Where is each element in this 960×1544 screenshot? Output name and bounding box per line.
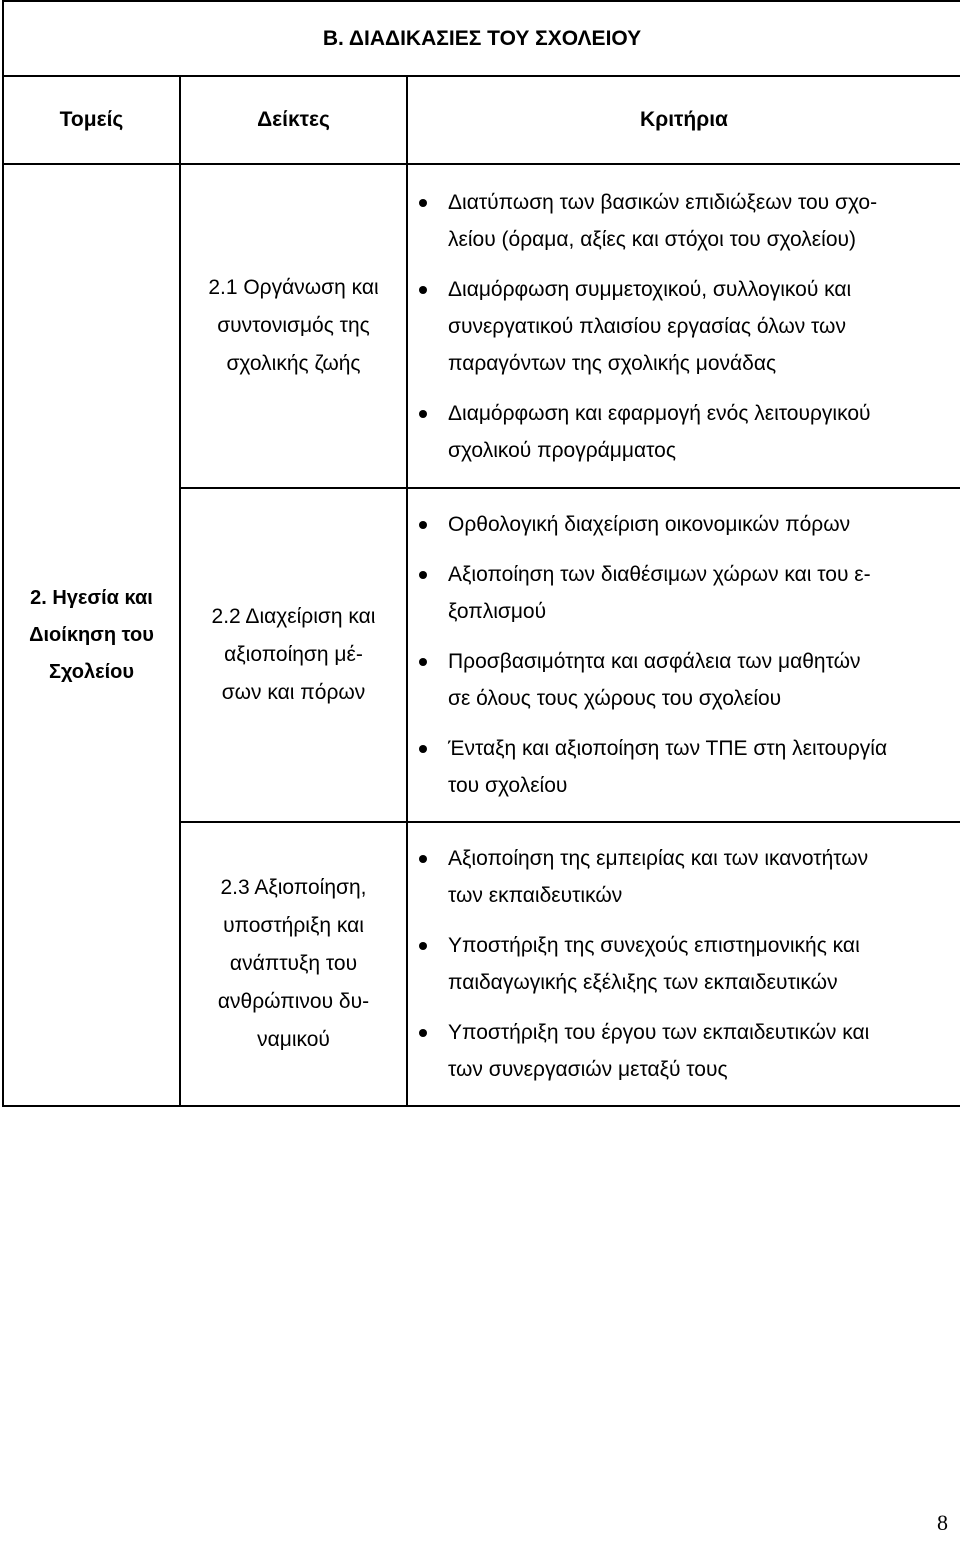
indicator-line: 2.2 Διαχείριση και xyxy=(211,605,376,628)
criteria-item xyxy=(408,184,954,258)
bullet-icon xyxy=(419,855,427,863)
criteria-line: Διατύπωση των βασικών επιδιώξεων του σχο- xyxy=(448,190,878,214)
indicator-cell xyxy=(180,822,407,1106)
criteria-table xyxy=(2,0,960,1107)
criteria-line: των συνεργασιών μεταξύ τους xyxy=(448,1058,728,1081)
criteria-line: Αξιοποίηση των διαθέσιμων χώρων και του ε- xyxy=(448,563,871,586)
criteria-item xyxy=(408,556,954,630)
criteria-item xyxy=(408,643,954,717)
criteria-list xyxy=(408,184,960,469)
criteria-item xyxy=(408,927,954,1001)
indicator-line: σχολικής ζωής xyxy=(226,352,361,375)
criteria-item xyxy=(408,730,954,804)
indicator-row-2-1 xyxy=(3,164,960,488)
bullet-icon xyxy=(419,745,427,753)
criteria-line: Διαμόρφωση συμμετοχικού, συλλογικού και xyxy=(448,277,852,301)
criteria-line: συνεργατικού πλαισίου εργασίας όλων των xyxy=(448,314,846,338)
bullet-icon xyxy=(419,286,427,294)
criteria-item xyxy=(408,1014,954,1088)
criteria-line: των εκπαιδευτικών xyxy=(448,884,623,907)
bullet-icon xyxy=(419,1029,427,1037)
sector-line: Διοίκηση του xyxy=(29,623,154,646)
criteria-line: σε όλους τους χώρους του σχολείου xyxy=(448,687,782,710)
indicator-line: 2.1 Οργάνωση και xyxy=(208,276,379,299)
indicator-line: ανθρώπινου δυ- xyxy=(217,990,370,1013)
bullet-icon xyxy=(419,571,427,579)
header-sectors: Τομείς xyxy=(3,76,180,164)
criteria-line: ξοπλισμού xyxy=(448,600,547,623)
indicator-line: υποστήριξη και xyxy=(223,914,364,937)
criteria-cell xyxy=(407,164,960,488)
criteria-line: παιδαγωγικής εξέλιξης των εκπαιδευτικών xyxy=(448,971,838,994)
sector-line: 2. Ηγεσία και xyxy=(30,586,153,609)
indicator-line: 2.3 Αξιοποίηση, xyxy=(220,876,367,899)
bullet-icon xyxy=(419,199,427,207)
bullet-icon xyxy=(419,658,427,666)
criteria-list xyxy=(408,840,960,1088)
header-criteria: Κριτήρια xyxy=(407,76,960,164)
criteria-line: Ορθολογική διαχείριση οικονομικών πόρων xyxy=(448,513,851,536)
sector-line: Σχολείου xyxy=(48,660,135,683)
page-number: 8 xyxy=(937,1510,948,1535)
criteria-item xyxy=(408,395,954,469)
indicator-line: ανάπτυξη του xyxy=(229,952,358,975)
bullet-icon xyxy=(419,942,427,950)
criteria-line: Διαμόρφωση και εφαρμογή ενός λειτουργικού xyxy=(448,401,871,425)
criteria-line: Υποστήριξη του έργου των εκπαιδευτικών και xyxy=(448,1021,870,1044)
criteria-item xyxy=(408,271,954,382)
criteria-cell xyxy=(407,488,960,822)
indicator-line: αξιοποίηση μέ- xyxy=(224,643,363,666)
criteria-line: Υποστήριξη της συνεχούς επιστημονικής και xyxy=(448,934,860,957)
indicator-line: σων και πόρων xyxy=(221,681,366,704)
indicator-line: ναμικού xyxy=(257,1028,330,1051)
bullet-icon xyxy=(419,410,427,418)
criteria-line: Αξιοποίηση της εμπειρίας και των ικανοτήτων xyxy=(448,847,869,870)
bullet-icon xyxy=(419,521,427,529)
header-indicators: Δείκτες xyxy=(180,76,407,164)
criteria-item xyxy=(408,840,954,914)
indicator-cell xyxy=(180,488,407,822)
title-row xyxy=(3,1,960,76)
criteria-line: Προσβασιμότητα και ασφάλεια των μαθητών xyxy=(448,650,861,673)
sector-cell xyxy=(3,164,180,1106)
indicator-line: συντονισμός της xyxy=(217,314,370,337)
criteria-line: λείου (όραμα, αξίες και στόχοι του σχολείου) xyxy=(448,227,856,251)
criteria-item xyxy=(408,506,954,543)
criteria-cell xyxy=(407,822,960,1106)
table-title: Β. ΔΙΑΔΙΚΑΣΙΕΣ ΤΟΥ ΣΧΟΛΕΙΟΥ xyxy=(3,1,960,76)
criteria-line: του σχολείου xyxy=(448,774,568,797)
criteria-line: Ένταξη και αξιοποίηση των ΤΠΕ στη λειτουργία xyxy=(448,737,888,760)
header-row xyxy=(3,76,960,164)
criteria-line: σχολικού προγράμματος xyxy=(448,438,676,462)
criteria-line: παραγόντων της σχολικής μονάδας xyxy=(448,351,777,375)
criteria-list xyxy=(408,506,960,804)
indicator-cell xyxy=(180,164,407,488)
